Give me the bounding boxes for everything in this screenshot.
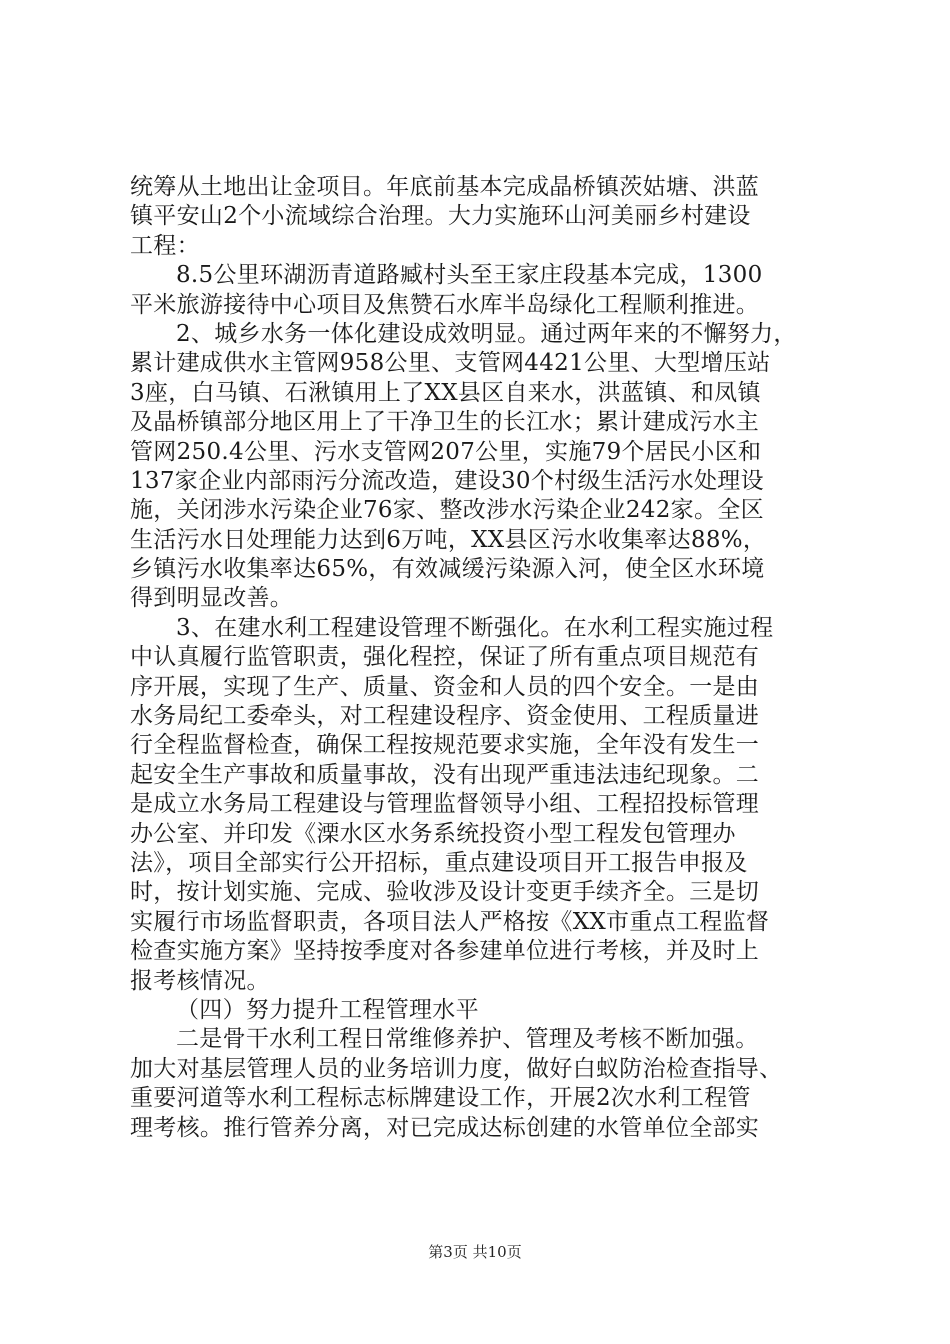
text-line: 办公室、并印发《溧水区水务系统投资小型工程发包管理办 (130, 820, 736, 847)
text-line: 得到明显改善。 (130, 585, 294, 612)
text-line: 累计建成供水主管网958公里、支管网4421公里、大型增压站 (130, 350, 771, 377)
text-line: 时，按计划实施、完成、验收涉及设计变更手续齐全。三是切 (130, 879, 760, 906)
text-line: 报考核情况。 (130, 967, 270, 994)
text-line: 法》，项目全部实行公开招标，重点建设项目开工报告申报及 (130, 849, 748, 876)
text-line: 实履行市场监督职责，各项目法人严格按《XX市重点工程监督 (130, 908, 770, 935)
text-line: 是成立水务局工程建设与管理监督领导小组、工程招投标管理 (130, 791, 760, 818)
text-line: 管网250.4公里、污水支管网207公里，实施79个居民小区和 (130, 438, 762, 465)
text-line: 重要河道等水利工程标志标牌建设工作，开展2次水利工程管 (130, 1085, 751, 1112)
text-line: 行全程监督检查，确保工程按规范要求实施，全年没有发生一 (130, 732, 760, 759)
text-line: 序开展，实现了生产、质量、资金和人员的四个安全。一是由 (130, 673, 760, 700)
text-line: 起安全生产事故和质量事故，没有出现严重违法违纪现象。二 (130, 761, 760, 788)
text-line: 加大对基层管理人员的业务培训力度，做好白蚁防治检查指导、 (130, 1055, 783, 1082)
text-line: 8.5公里环湖沥青道路臧村头至王家庄段基本完成，1300 (176, 262, 763, 289)
text-line: 二是骨干水利工程日常维修养护、管理及考核不断加强。 (176, 1026, 759, 1053)
text-line: 水务局纪工委牵头，对工程建设程序、资金使用、工程质量进 (130, 703, 760, 730)
text-line: 3、在建水利工程建设管理不断强化。在水利工程实施过程 (176, 614, 774, 641)
text-line: 平米旅游接待中心项目及焦赞石水库半岛绿化工程顺利推进。 (130, 291, 760, 318)
page-footer: 第3页 共10页 (428, 1243, 522, 1261)
text-line: 3座，白马镇、石湫镇用上了XX县区自来水，洪蓝镇、和凤镇 (130, 379, 761, 406)
text-line: 乡镇污水收集率达65%，有效减缓污染源入河，使全区水环境 (130, 556, 765, 583)
text-line: （四）努力提升工程管理水平 (176, 996, 479, 1023)
text-line: 中认真履行监管职责，强化程控，保证了所有重点项目规范有 (130, 644, 760, 671)
text-line: 137家企业内部雨污分流改造，建设30个村级生活污水处理设 (130, 467, 764, 494)
text-line: 及晶桥镇部分地区用上了干净卫生的长江水；累计建成污水主 (130, 409, 760, 436)
text-line: 统筹从土地出让金项目。年底前基本完成晶桥镇茨姑塘、洪蓝 (130, 174, 760, 200)
text-line: 镇平安山2个小流域综合治理。大力实施环山河美丽乡村建设 (130, 203, 751, 230)
text-line: 施，关闭涉水污染企业76家、整改涉水污染企业242家。全区 (130, 497, 764, 524)
text-line: 生活污水日处理能力达到6万吨，XX县区污水收集率达88%， (130, 526, 767, 553)
text-line: 工程： (130, 232, 200, 259)
document-body (130, 173, 830, 1143)
text-line: 检查实施方案》坚持按季度对各参建单位进行考核，并及时上 (130, 938, 760, 965)
text-line: 理考核。推行管养分离，对已完成达标创建的水管单位全部实 (130, 1114, 760, 1141)
text-line: 2、城乡水务一体化建设成效明显。通过两年来的不懈努力， (176, 320, 797, 347)
